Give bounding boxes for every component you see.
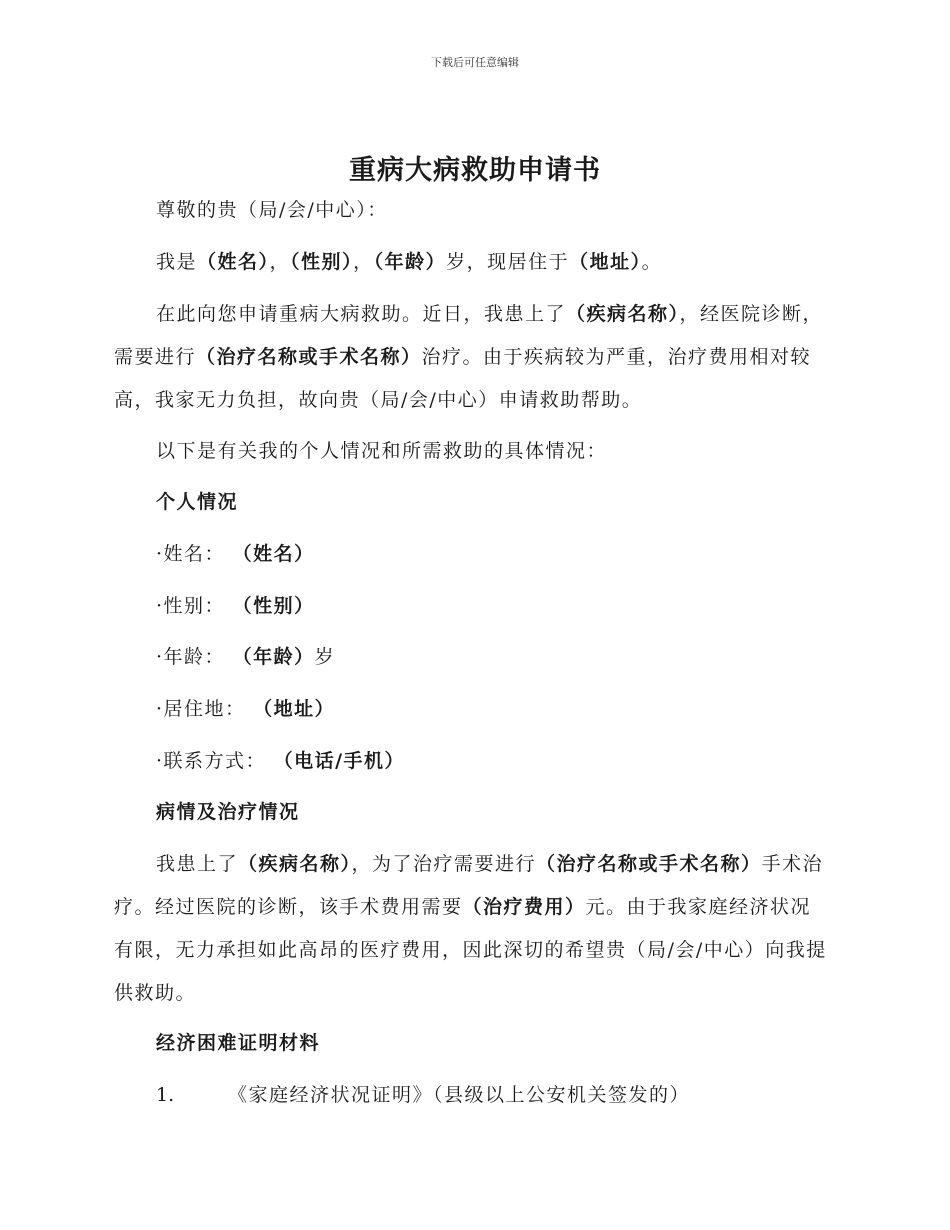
salutation: 尊敬的贵（局/会/中心）： [156,199,388,221]
section-heading-personal: 个人情况 [156,491,239,513]
personal-address-row: ·居住地： （地址） [156,698,336,720]
para2-disease: （疾病名称） [566,303,680,325]
para2-treatment: （治疗名称或手术名称） [196,346,422,368]
section-heading-proof: 经济困难证明材料 [156,1032,321,1054]
header-note: 下载后可任意编辑 [431,56,519,69]
personal-name-row: ·姓名： （姓名） [156,543,315,565]
intro-gender: （性别） [290,251,354,273]
intro-paragraph: 我是（姓名），（性别），（年龄）岁，现居住于（地址）。 [156,251,663,273]
intro-age: （年龄） [373,251,447,273]
intro-name: （姓名） [197,251,270,273]
details-intro-paragraph: 以下是有关我的个人情况和所需救助的具体情况： [156,440,608,462]
personal-age-row: ·年龄： （年龄）岁 [156,646,336,668]
proof-item-text: 《家庭经济状况证明》（县级以上公安机关签发的） [228,1084,691,1106]
section-heading-illness: 病情及治疗情况 [156,801,300,823]
application-paragraph: 在此向您申请重病大病救助。近日，我患上了（疾病名称），经医院诊断，需要进行（治疗名称或手术名称）治疗。由于疾病较为严重，治疗费用相对较高，我家无力负担，故向贵（局/会/中心）申请救助帮助。 [114,303,824,411]
personal-contact-row: ·联系方式： （电话/手机） [156,750,406,772]
illness-paragraph: 我患上了（疾病名称），为了治疗需要进行（治疗名称或手术名称）手术治疗。经过医院的诊断，该手术费用需要（治疗费用）元。由于我家庭经济状况有限，无力承担如此高昂的医疗费用，因此深切的希望贵（局/会/中心）向我提供救助。 [114,853,827,1004]
proof-item-number: 1. [156,1084,175,1106]
document-title: 重病大病救助申请书 [349,155,601,186]
intro-address: （地址） [569,251,642,273]
personal-gender-row: ·性别： （性别） [156,595,315,617]
